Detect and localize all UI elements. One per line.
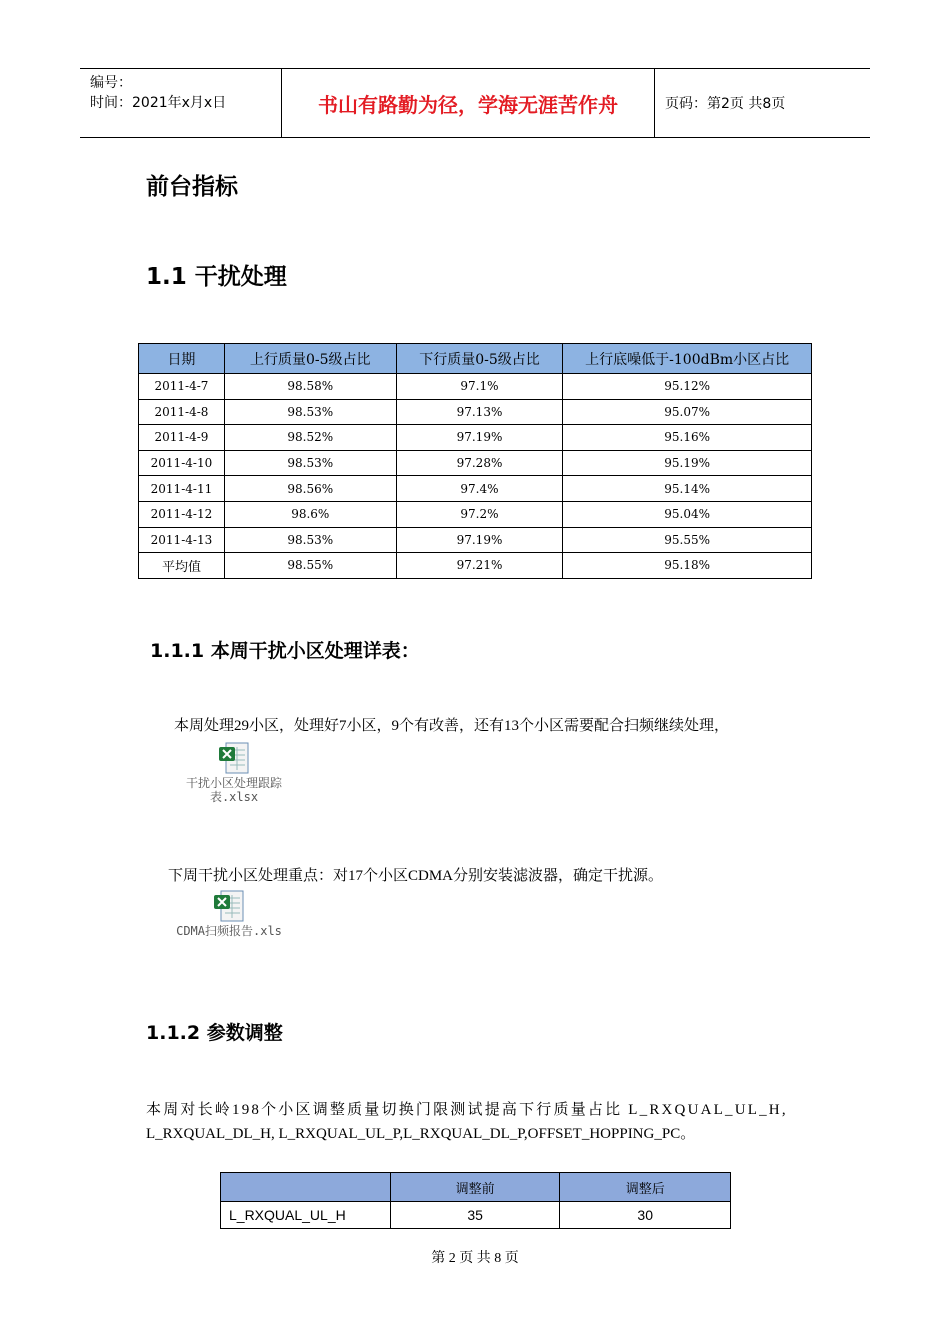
cell-noise: 95.55%: [563, 527, 812, 553]
table-header-row: [221, 1173, 731, 1202]
page-header: [80, 68, 870, 138]
heading-interference: 1.1 干扰处理: [146, 264, 287, 290]
table-row: [139, 374, 812, 400]
header-page-info: 页码：第2页 共8页: [665, 96, 786, 112]
code-label: 编号：: [90, 75, 132, 91]
cell-ul: 98.53%: [224, 527, 396, 553]
cell-dl: 97.1%: [396, 374, 563, 400]
cell-noise: 95.18%: [563, 553, 812, 579]
weekly-summary-text: 本周处理29小区，处理好7小区，9个有改善，还有13个小区需要配合扫频继续处理，: [174, 718, 730, 734]
cell-date: 2011-4-13: [139, 527, 225, 553]
col-header-dl-quality: 下行质量0-5级占比: [396, 344, 563, 374]
cell-date: 2011-4-12: [139, 501, 225, 527]
cell-ul: 98.55%: [224, 553, 396, 579]
col-header-before: 调整前: [390, 1173, 560, 1202]
excel-file-icon: [211, 888, 247, 924]
cell-param: L_RXQUAL_UL_H: [221, 1202, 391, 1229]
table-row-average: [139, 553, 812, 579]
heading-interference-details: 1.1.1 本周干扰小区处理详表：: [150, 640, 420, 662]
parameter-adjustment-text: [146, 1098, 810, 1146]
cell-ul: 98.56%: [224, 476, 396, 502]
cell-date: 2011-4-7: [139, 374, 225, 400]
cell-date: 2011-4-8: [139, 399, 225, 425]
cell-dl: 97.21%: [396, 553, 563, 579]
cell-after: 30: [560, 1202, 731, 1229]
parameter-table: [220, 1172, 731, 1229]
col-header-ul-quality: 上行质量0-5级占比: [224, 344, 396, 374]
file-name-line1: CDMA扫频报告.xls: [176, 924, 282, 938]
cell-ul: 98.6%: [224, 501, 396, 527]
file-name-line1: 干扰小区处理跟踪: [185, 776, 282, 790]
table-row: [139, 399, 812, 425]
table-row: [139, 501, 812, 527]
table-row: [221, 1202, 731, 1229]
file-name-line2: 表.xlsx: [209, 790, 259, 804]
cell-date: 2011-4-11: [139, 476, 225, 502]
header-motto: 书山有路勤为径，学海无涯苦作舟: [282, 69, 655, 137]
cell-date: 2011-4-10: [139, 450, 225, 476]
table-header-row: [139, 344, 812, 374]
table-row: [139, 476, 812, 502]
cell-before: 35: [390, 1202, 560, 1229]
heading-parameter-adjustment: 1.1.2 参数调整: [146, 1022, 283, 1044]
cell-ul: 98.58%: [224, 374, 396, 400]
cell-noise: 95.19%: [563, 450, 812, 476]
table-row: [139, 425, 812, 451]
cell-dl: 97.4%: [396, 476, 563, 502]
time-label: 时间：2021年x月x日: [90, 95, 227, 111]
cell-noise: 95.16%: [563, 425, 812, 451]
file-attachment-cdma-report[interactable]: [166, 888, 292, 938]
cell-dl: 97.2%: [396, 501, 563, 527]
col-header-param: [221, 1173, 391, 1202]
quality-table: [138, 343, 812, 579]
cell-average-label: 平均值: [139, 553, 225, 579]
text-line: L_RXQUAL_DL_H, L_RXQUAL_UL_P,L_RXQUAL_DL_P,OFFSET_HOPPING_PC。: [146, 1126, 696, 1142]
cell-dl: 97.28%: [396, 450, 563, 476]
cell-noise: 95.04%: [563, 501, 812, 527]
cell-noise: 95.12%: [563, 374, 812, 400]
cell-dl: 97.19%: [396, 425, 563, 451]
table-row: [139, 450, 812, 476]
cell-dl: 97.19%: [396, 527, 563, 553]
col-header-noise: 上行底噪低于-100dBm小区占比: [563, 344, 812, 374]
cell-noise: 95.07%: [563, 399, 812, 425]
cell-ul: 98.52%: [224, 425, 396, 451]
cell-ul: 98.53%: [224, 399, 396, 425]
cell-noise: 95.14%: [563, 476, 812, 502]
cell-date: 2011-4-9: [139, 425, 225, 451]
col-header-after: 调整后: [560, 1173, 731, 1202]
col-header-date: 日期: [139, 344, 225, 374]
heading-front-indicators: 前台指标: [146, 174, 238, 200]
header-left: [80, 69, 282, 137]
cell-dl: 97.13%: [396, 399, 563, 425]
table-row: [139, 527, 812, 553]
next-week-focus-text: 下周干扰小区处理重点：对17个小区CDMA分别安装滤波器，确定干扰源。: [168, 868, 664, 884]
cell-ul: 98.53%: [224, 450, 396, 476]
text-line: 本周对长岭198个小区调整质量切换门限测试提高下行质量占比 L_RXQUAL_UL_H,: [146, 1102, 788, 1118]
file-attachment-tracking[interactable]: [174, 740, 294, 804]
excel-file-icon: [216, 740, 252, 776]
page-footer: 第 2 页 共 8 页: [431, 1251, 519, 1266]
